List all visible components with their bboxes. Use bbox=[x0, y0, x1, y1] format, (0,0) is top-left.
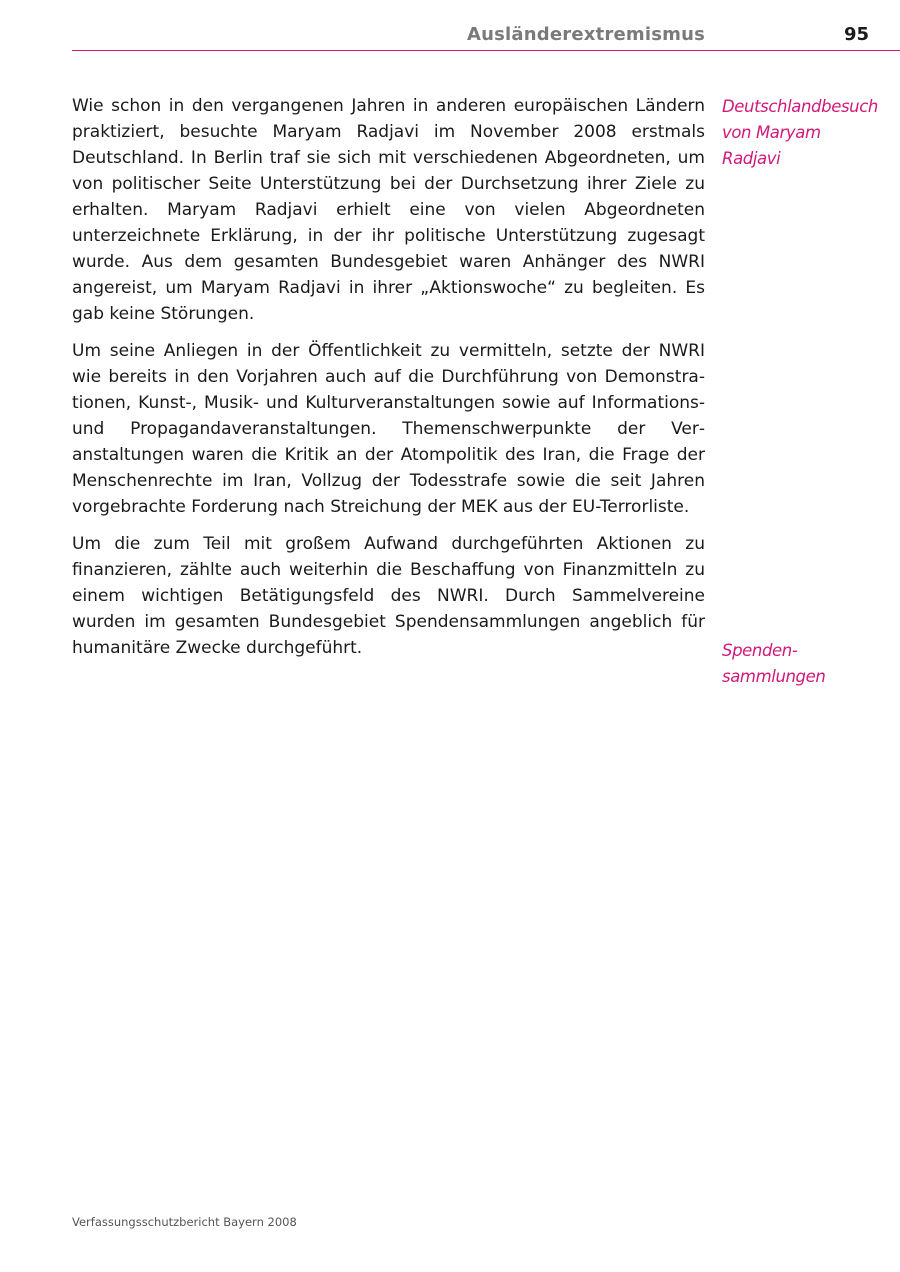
paragraph-1: Wie schon in den vergangenen Jahren in anderen europäischen Ländern praktiziert, besuchte Maryam Radjavi im November 2008 erstmals Deutschland. In Berlin traf sie sich mit verschiedenen Abgeordneten, um von politischer Seite Unterstützung bei der Durchsetzung ihrer Ziele zu erhalten. Maryam Radjavi erhielt eine von vielen Abgeordneten unterzeichnete Erklärung, in der ihr politische Unterstützung zugesagt wurde. Aus dem gesamten Bundesgebiet waren Anhänger des NWRI angereist, um Maryam Radjavi in ihrer „Aktionswoche“ zu begleiten. Es gab keine Störungen. bbox=[72, 96, 705, 324]
paragraph-2: Um seine Anliegen in der Öffentlichkeit zu vermitteln, setzte der NWRI wie bereits in den Vorjahren auch auf die Durchführung von Demonstrationen, Kunst-, Musik- und Kulturveranstaltungen sowie auf Informations- und Propagandaveranstaltungen. Themenschwerpunkte der Veranstaltungen waren die Kritik an der Atompolitik des Iran, die Frage der Menschenrechte im Iran, Vollzug der Todesstrafe sowie die seit Jahren vorgebrachte Forderung nach Streichung der MEK aus der EU-Terrorliste. bbox=[72, 341, 705, 517]
margin-note-line: Deutschlandbesuch bbox=[722, 97, 878, 116]
margin-note-spendensammlungen bbox=[722, 638, 892, 690]
margin-note-deutschlandbesuch bbox=[722, 94, 892, 172]
page-footer: Verfassungsschutzbericht Bayern 2008 bbox=[72, 1215, 297, 1229]
margin-note-line: Radjavi bbox=[722, 149, 781, 168]
margin-note-line: von Maryam bbox=[722, 123, 821, 142]
margin-note-line: Spenden- bbox=[722, 641, 798, 660]
paragraph-3: Um die zum Teil mit großem Aufwand durchgeführten Aktionen zu finanzieren, zählte auch weiterhin die Beschaffung von Finanzmitteln zu einem wichtigen Betätigungsfeld des NWRI. Durch Sammelvereine wurden im gesamten Bundesgebiet Spendensammlungen angeblich für humanitäre Zwecke durchgeführt. bbox=[72, 534, 705, 658]
page-number: 95 bbox=[843, 24, 869, 45]
main-text-column bbox=[72, 93, 705, 672]
margin-note-line: sammlungen bbox=[722, 667, 826, 686]
running-header-title: Ausländerextremismus bbox=[467, 24, 705, 45]
header-rule bbox=[72, 50, 900, 51]
